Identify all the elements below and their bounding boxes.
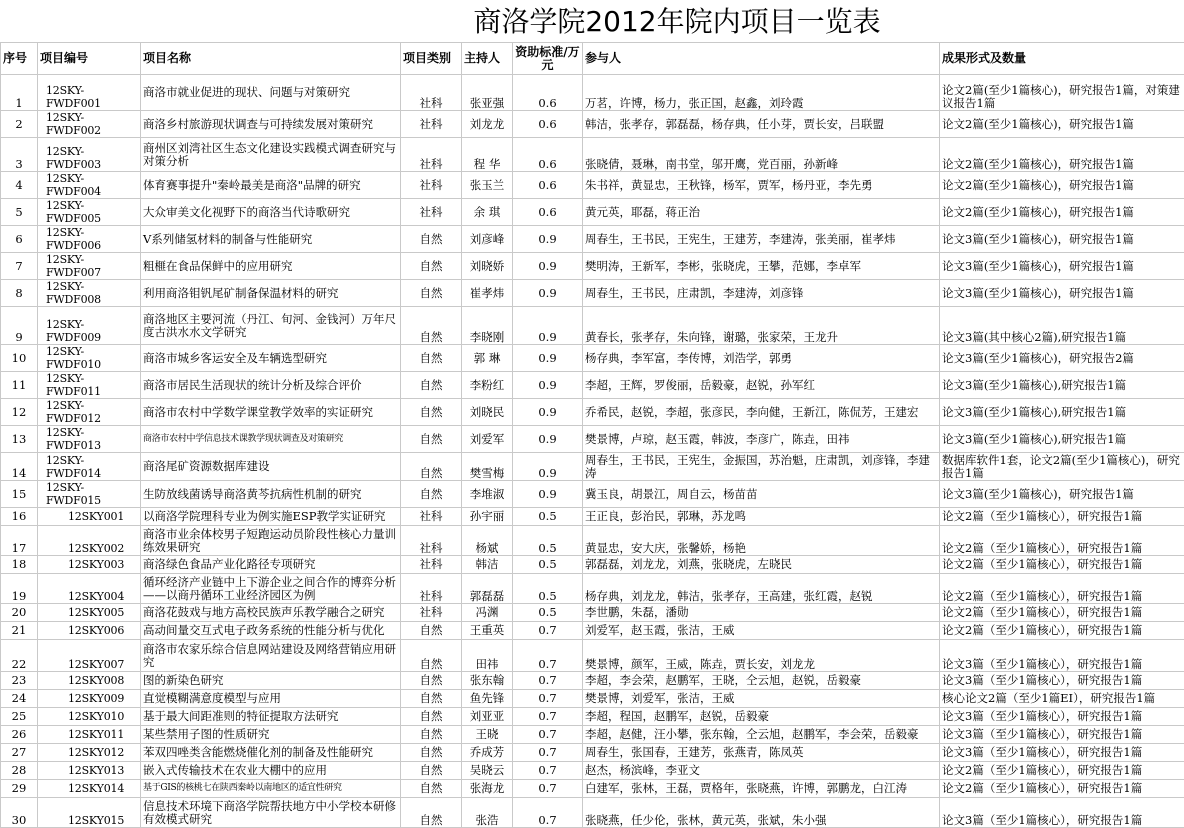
cell-seq: 20: [1, 604, 38, 622]
header-row: [1, 43, 1184, 75]
cell-fund: 0.7: [513, 780, 583, 798]
cell-members: 杨存典，李军富，李传博，刘浩学，郭勇: [583, 345, 940, 372]
header-fund: 资助标准/万元: [513, 43, 583, 75]
cell-host: 程 华: [462, 138, 513, 172]
cell-seq: 19: [1, 574, 38, 604]
cell-type: 自然: [401, 780, 462, 798]
cell-name: 商州区刘湾社区生态文化建设实践模式调查研究与对策分析: [141, 138, 401, 172]
cell-name: 基于GIS的核桃七在陕西秦岭以南地区的适宜性研究: [141, 780, 401, 798]
cell-host: 刘亚亚: [462, 708, 513, 726]
cell-result: 论文2篇（至少1篇核心），研究报告1篇: [940, 762, 1184, 780]
cell-code: 12SKY-FWDF011: [38, 372, 141, 399]
cell-type: 社科: [401, 508, 462, 526]
table-row: [1, 199, 1184, 226]
cell-members: 黄春长，张孝存，朱向锋，谢璐，张家荣，王龙升: [583, 307, 940, 345]
cell-fund: 0.7: [513, 708, 583, 726]
cell-members: 冀玉良，胡景江，周自云，杨苗苗: [583, 481, 940, 508]
page-title: 商洛学院2012年院内项目一览表: [0, 0, 1184, 42]
cell-name: 商洛市业余体校男子短跑运动员阶段性核心力量训练效果研究: [141, 526, 401, 556]
cell-host: 王重英: [462, 622, 513, 640]
cell-members: 李超，李会荣，赵鹏军，王晓，仝云旭，赵锐，岳毅豪: [583, 672, 940, 690]
cell-seq: 6: [1, 226, 38, 253]
cell-seq: 9: [1, 307, 38, 345]
cell-name: 基于最大间距准则的特征提取方法研究: [141, 708, 401, 726]
cell-members: 万茗，许博，杨力，张正国，赵鑫，刘玲霞: [583, 75, 940, 111]
cell-code: 12SKY014: [38, 780, 141, 798]
cell-host: 孙宇丽: [462, 508, 513, 526]
cell-seq: 11: [1, 372, 38, 399]
cell-code: 12SKY-FWDF003: [38, 138, 141, 172]
cell-members: 樊景博，刘爱军，张洁，王威: [583, 690, 940, 708]
cell-code: 12SKY004: [38, 574, 141, 604]
table-row: [1, 672, 1184, 690]
cell-name: 体育赛事提升"秦岭最美是商洛"品牌的研究: [141, 172, 401, 199]
cell-host: 郭磊磊: [462, 574, 513, 604]
cell-members: 李超，程国，赵鹏军，赵锐，岳毅豪: [583, 708, 940, 726]
table-row: [1, 604, 1184, 622]
table-row: [1, 798, 1184, 828]
cell-code: 12SKY-FWDF004: [38, 172, 141, 199]
cell-members: 张晓倩，聂琳，南书堂，邬开鹰，党百丽，孙新峰: [583, 138, 940, 172]
header-name: 项目名称: [141, 43, 401, 75]
cell-seq: 25: [1, 708, 38, 726]
cell-result: 论文2篇（至少1篇核心），研究报告1篇: [940, 574, 1184, 604]
cell-seq: 21: [1, 622, 38, 640]
cell-seq: 18: [1, 556, 38, 574]
cell-host: 张玉兰: [462, 172, 513, 199]
cell-fund: 0.6: [513, 199, 583, 226]
table-row: [1, 307, 1184, 345]
cell-type: 自然: [401, 744, 462, 762]
cell-fund: 0.9: [513, 481, 583, 508]
cell-host: 刘彦峰: [462, 226, 513, 253]
cell-members: 李超，赵健，汪小攀，张东翰，仝云旭，赵鹏军，李会荣，岳毅豪: [583, 726, 940, 744]
table-row: [1, 640, 1184, 672]
cell-name: 商洛花鼓戏与地方高校民族声乐教学融合之研究: [141, 604, 401, 622]
cell-result: 论文3篇(至少1篇核心)，研究报告2篇: [940, 345, 1184, 372]
table-row: [1, 744, 1184, 762]
table-row: [1, 111, 1184, 138]
cell-seq: 10: [1, 345, 38, 372]
cell-result: 论文2篇（至少1篇核心），研究报告1篇: [940, 556, 1184, 574]
cell-type: 社科: [401, 75, 462, 111]
table-row: [1, 172, 1184, 199]
cell-fund: 0.5: [513, 556, 583, 574]
cell-host: 乔成芳: [462, 744, 513, 762]
cell-result: 论文2篇(至少1篇核心)，研究报告1篇: [940, 138, 1184, 172]
cell-fund: 0.7: [513, 762, 583, 780]
cell-seq: 29: [1, 780, 38, 798]
cell-code: 12SKY-FWDF013: [38, 426, 141, 453]
cell-host: 田祎: [462, 640, 513, 672]
cell-type: 社科: [401, 556, 462, 574]
cell-seq: 15: [1, 481, 38, 508]
cell-fund: 0.7: [513, 726, 583, 744]
cell-type: 自然: [401, 399, 462, 426]
cell-seq: 28: [1, 762, 38, 780]
cell-name: 图的新染色研究: [141, 672, 401, 690]
header-type: 项目类别: [401, 43, 462, 75]
table-row: [1, 372, 1184, 399]
cell-type: 社科: [401, 574, 462, 604]
cell-code: 12SKY007: [38, 640, 141, 672]
cell-members: 樊景博，颜军，王威，陈垚，贾长安，刘龙龙: [583, 640, 940, 672]
cell-fund: 0.6: [513, 111, 583, 138]
cell-type: 自然: [401, 453, 462, 481]
cell-seq: 27: [1, 744, 38, 762]
cell-host: 张东翰: [462, 672, 513, 690]
cell-code: 12SKY010: [38, 708, 141, 726]
cell-code: 12SKY008: [38, 672, 141, 690]
cell-fund: 0.9: [513, 345, 583, 372]
cell-host: 刘晓民: [462, 399, 513, 426]
cell-host: 张海龙: [462, 780, 513, 798]
cell-host: 郭 琳: [462, 345, 513, 372]
cell-seq: 7: [1, 253, 38, 280]
cell-members: 朱书祥，黄显忠，王秋锋，杨军，贾军，杨丹亚，李先勇: [583, 172, 940, 199]
cell-result: 论文3篇（至少1篇核心），研究报告1篇: [940, 744, 1184, 762]
table-row: [1, 253, 1184, 280]
table-row: [1, 345, 1184, 372]
cell-name: 生防放线菌诱导商洛黄芩抗病性机制的研究: [141, 481, 401, 508]
cell-host: 冯渊: [462, 604, 513, 622]
cell-type: 社科: [401, 604, 462, 622]
cell-type: 社科: [401, 199, 462, 226]
cell-host: 李晓刚: [462, 307, 513, 345]
cell-type: 自然: [401, 307, 462, 345]
cell-name: 商洛绿色食品产业化路径专项研究: [141, 556, 401, 574]
cell-members: 郭磊磊，刘龙龙，刘燕，张晓虎，左晓民: [583, 556, 940, 574]
cell-code: 12SKY002: [38, 526, 141, 556]
cell-type: 自然: [401, 481, 462, 508]
cell-members: 周春生，张国春，王建芳，张燕青，陈凤英: [583, 744, 940, 762]
cell-name: V系列储氢材料的制备与性能研究: [141, 226, 401, 253]
cell-code: 12SKY005: [38, 604, 141, 622]
cell-name: 苯双四唑类含能燃烧催化剂的制备及性能研究: [141, 744, 401, 762]
cell-fund: 0.7: [513, 640, 583, 672]
cell-result: 论文2篇（至少1篇核心），研究报告1篇: [940, 508, 1184, 526]
cell-fund: 0.7: [513, 672, 583, 690]
cell-type: 自然: [401, 708, 462, 726]
table-row: [1, 453, 1184, 481]
cell-code: 12SKY-FWDF014: [38, 453, 141, 481]
table-row: [1, 690, 1184, 708]
cell-type: 社科: [401, 172, 462, 199]
cell-result: 数据库软件1套，论文2篇(至少1篇核心)，研究报告1篇: [940, 453, 1184, 481]
cell-type: 社科: [401, 111, 462, 138]
cell-code: 12SKY-FWDF012: [38, 399, 141, 426]
cell-result: 论文2篇(至少1篇核心)，研究报告1篇: [940, 172, 1184, 199]
table-row: [1, 708, 1184, 726]
cell-name: 高动间量交互式电子政务系统的性能分析与优化: [141, 622, 401, 640]
cell-seq: 3: [1, 138, 38, 172]
cell-code: 12SKY-FWDF001: [38, 75, 141, 111]
cell-result: 论文3篇（至少1篇核心），研究报告1篇: [940, 726, 1184, 744]
cell-members: 乔希民，赵锐，李超，张彦民，李向健，王新江，陈侃芳，王建宏: [583, 399, 940, 426]
cell-fund: 0.9: [513, 426, 583, 453]
cell-host: 王晓: [462, 726, 513, 744]
cell-result: 论文3篇（至少1篇核心），研究报告1篇: [940, 798, 1184, 828]
cell-host: 余 琪: [462, 199, 513, 226]
cell-result: 核心论文2篇（至少1篇EI），研究报告1篇: [940, 690, 1184, 708]
table-row: [1, 622, 1184, 640]
cell-result: 论文3篇(至少1篇核心)，研究报告1篇: [940, 226, 1184, 253]
cell-code: 12SKY-FWDF007: [38, 253, 141, 280]
cell-type: 自然: [401, 762, 462, 780]
table-row: [1, 280, 1184, 307]
cell-seq: 23: [1, 672, 38, 690]
cell-result: 论文3篇(至少1篇核心)，研究报告1篇: [940, 280, 1184, 307]
cell-fund: 0.7: [513, 744, 583, 762]
cell-result: 论文2篇（至少1篇核心），研究报告1篇: [940, 780, 1184, 798]
cell-host: 张浩: [462, 798, 513, 828]
cell-result: 论文3篇(至少1篇核心),研究报告1篇: [940, 372, 1184, 399]
cell-result: 论文2篇(至少1篇核心)，研究报告1篇，对策建议报告1篇: [940, 75, 1184, 111]
cell-code: 12SKY-FWDF002: [38, 111, 141, 138]
cell-code: 12SKY011: [38, 726, 141, 744]
cell-name: 循环经济产业链中上下游企业之间合作的博弈分析——以商丹循环工业经济园区为例: [141, 574, 401, 604]
cell-seq: 17: [1, 526, 38, 556]
cell-fund: 0.5: [513, 574, 583, 604]
cell-members: 赵杰，杨滨峰，李亚文: [583, 762, 940, 780]
header-code: 项目编号: [38, 43, 141, 75]
cell-fund: 0.7: [513, 622, 583, 640]
table-row: [1, 481, 1184, 508]
cell-seq: 13: [1, 426, 38, 453]
cell-code: 12SKY001: [38, 508, 141, 526]
cell-type: 自然: [401, 280, 462, 307]
cell-code: 12SKY009: [38, 690, 141, 708]
cell-type: 自然: [401, 372, 462, 399]
cell-members: 周春生，王书民，王宪生，王建芳，李建涛，张美丽，崔孝炜: [583, 226, 940, 253]
cell-seq: 22: [1, 640, 38, 672]
cell-host: 刘爱军: [462, 426, 513, 453]
cell-members: 黄元英，耶磊，蒋正治: [583, 199, 940, 226]
cell-result: 论文2篇（至少1篇核心），研究报告1篇: [940, 622, 1184, 640]
cell-host: 崔孝炜: [462, 280, 513, 307]
table-row: [1, 426, 1184, 453]
cell-code: 12SKY015: [38, 798, 141, 828]
cell-host: 韩洁: [462, 556, 513, 574]
cell-host: 鱼先锋: [462, 690, 513, 708]
cell-code: 12SKY012: [38, 744, 141, 762]
cell-fund: 0.9: [513, 280, 583, 307]
cell-code: 12SKY-FWDF006: [38, 226, 141, 253]
cell-name: 商洛市居民生活现状的统计分析及综合评价: [141, 372, 401, 399]
cell-host: 李堆淑: [462, 481, 513, 508]
cell-name: 嵌入式传输技术在农业大棚中的应用: [141, 762, 401, 780]
cell-seq: 5: [1, 199, 38, 226]
cell-members: 李超，王辉，罗俊丽，岳毅豪，赵锐，孙军红: [583, 372, 940, 399]
cell-seq: 26: [1, 726, 38, 744]
cell-result: 论文3篇(至少1篇核心)，研究报告1篇: [940, 253, 1184, 280]
cell-result: 论文3篇（至少1篇核心），研究报告1篇: [940, 672, 1184, 690]
cell-host: 张亚强: [462, 75, 513, 111]
cell-members: 李世鹏，朱磊，潘勋: [583, 604, 940, 622]
cell-result: 论文2篇(至少1篇核心)，研究报告1篇: [940, 111, 1184, 138]
table-row: [1, 226, 1184, 253]
cell-type: 自然: [401, 672, 462, 690]
cell-fund: 0.6: [513, 75, 583, 111]
cell-result: 论文3篇(至少1篇核心)，研究报告1篇: [940, 481, 1184, 508]
cell-name: 以商洛学院理科专业为例实施ESP教学实证研究: [141, 508, 401, 526]
cell-name: 商洛市农村中学信息技术课教学现状调查及对策研究: [141, 426, 401, 453]
cell-type: 自然: [401, 798, 462, 828]
cell-code: 12SKY003: [38, 556, 141, 574]
cell-members: 王正良，彭治民，郭琳，苏龙鸣: [583, 508, 940, 526]
cell-name: 商洛乡村旅游现状调查与可持续发展对策研究: [141, 111, 401, 138]
cell-result: 论文3篇(至少1篇核心),研究报告1篇: [940, 399, 1184, 426]
cell-fund: 0.5: [513, 526, 583, 556]
cell-result: 论文2篇（至少1篇核心），研究报告1篇: [940, 604, 1184, 622]
cell-host: 樊雪梅: [462, 453, 513, 481]
cell-name: 商洛市农家乐综合信息网站建设及网络营销应用研究: [141, 640, 401, 672]
cell-members: 樊景博，卢琼，赵玉霞，韩波，李彦广，陈垚，田祎: [583, 426, 940, 453]
table-row: [1, 780, 1184, 798]
cell-fund: 0.6: [513, 172, 583, 199]
cell-fund: 0.7: [513, 798, 583, 828]
header-seq: 序号: [1, 43, 38, 75]
cell-name: 商洛尾矿资源数据库建设: [141, 453, 401, 481]
cell-name: 商洛地区主要河流（丹江、旬河、金钱河）万年尺度古洪水水文学研究: [141, 307, 401, 345]
cell-name: 商洛市就业促进的现状、问题与对策研究: [141, 75, 401, 111]
table-row: [1, 762, 1184, 780]
cell-members: 刘爱军，赵玉霞，张洁，王威: [583, 622, 940, 640]
cell-code: 12SKY006: [38, 622, 141, 640]
cell-name: 粗榧在食品保鲜中的应用研究: [141, 253, 401, 280]
cell-result: 论文3篇(至少1篇核心),研究报告1篇: [940, 426, 1184, 453]
cell-fund: 0.5: [513, 508, 583, 526]
cell-type: 自然: [401, 226, 462, 253]
table-row: [1, 399, 1184, 426]
cell-name: 利用商洛钼钒尾矿制备保温材料的研究: [141, 280, 401, 307]
table-row: [1, 556, 1184, 574]
cell-members: 韩洁，张孝存，郭磊磊，杨存典，任小芽，贾长安，吕联盟: [583, 111, 940, 138]
cell-fund: 0.9: [513, 399, 583, 426]
cell-type: 自然: [401, 690, 462, 708]
cell-fund: 0.9: [513, 253, 583, 280]
project-table: [0, 42, 1184, 828]
cell-result: 论文2篇（至少1篇核心），研究报告1篇: [940, 526, 1184, 556]
header-host: 主持人: [462, 43, 513, 75]
cell-name: 商洛市农村中学数学课堂教学效率的实证研究: [141, 399, 401, 426]
cell-seq: 8: [1, 280, 38, 307]
cell-fund: 0.6: [513, 138, 583, 172]
cell-members: 白建军，张林，王磊，贾格年，张晓燕，许博，郭鹏龙，白江涛: [583, 780, 940, 798]
cell-result: 论文3篇（至少1篇核心），研究报告1篇: [940, 640, 1184, 672]
cell-code: 12SKY-FWDF008: [38, 280, 141, 307]
table-row: [1, 574, 1184, 604]
cell-name: 大众审美文化视野下的商洛当代诗歌研究: [141, 199, 401, 226]
cell-code: 12SKY-FWDF009: [38, 307, 141, 345]
cell-seq: 30: [1, 798, 38, 828]
cell-seq: 16: [1, 508, 38, 526]
cell-type: 社科: [401, 138, 462, 172]
table-row: [1, 75, 1184, 111]
table-row: [1, 508, 1184, 526]
table-row: [1, 726, 1184, 744]
table-row: [1, 526, 1184, 556]
header-result: 成果形式及数量: [940, 43, 1184, 75]
cell-result: 论文3篇(其中核心2篇),研究报告1篇: [940, 307, 1184, 345]
cell-members: 樊明涛，王新军，李彬，张晓虎，王攀，范娜，李卓军: [583, 253, 940, 280]
cell-type: 社科: [401, 526, 462, 556]
cell-members: 黄显忠，安大庆，张馨娇，杨艳: [583, 526, 940, 556]
cell-fund: 0.9: [513, 372, 583, 399]
cell-type: 自然: [401, 640, 462, 672]
cell-members: 张晓燕，任少伦，张林，黄元英，张斌，朱小强: [583, 798, 940, 828]
cell-seq: 24: [1, 690, 38, 708]
cell-name: 某些禁用子图的性质研究: [141, 726, 401, 744]
cell-name: 直觉模糊满意度模型与应用: [141, 690, 401, 708]
cell-host: 李粉红: [462, 372, 513, 399]
cell-code: 12SKY-FWDF015: [38, 481, 141, 508]
cell-seq: 2: [1, 111, 38, 138]
cell-host: 吴晓云: [462, 762, 513, 780]
cell-result: 论文2篇(至少1篇核心)，研究报告1篇: [940, 199, 1184, 226]
cell-fund: 0.9: [513, 307, 583, 345]
cell-host: 刘晓娇: [462, 253, 513, 280]
cell-type: 自然: [401, 345, 462, 372]
cell-fund: 0.9: [513, 226, 583, 253]
cell-seq: 12: [1, 399, 38, 426]
cell-seq: 4: [1, 172, 38, 199]
cell-host: 杨斌: [462, 526, 513, 556]
cell-seq: 14: [1, 453, 38, 481]
cell-name: 商洛市城乡客运安全及车辆选型研究: [141, 345, 401, 372]
cell-fund: 0.7: [513, 690, 583, 708]
cell-members: 杨存典，刘龙龙，韩洁，张孝存，王高建，张红霞，赵锐: [583, 574, 940, 604]
cell-members: 周春生，王书民，王宪生，金振国，苏治魁，庄肃凯，刘彦锋，李建涛: [583, 453, 940, 481]
cell-type: 自然: [401, 426, 462, 453]
cell-fund: 0.9: [513, 453, 583, 481]
cell-type: 自然: [401, 253, 462, 280]
cell-code: 12SKY-FWDF005: [38, 199, 141, 226]
table-row: [1, 138, 1184, 172]
cell-code: 12SKY-FWDF010: [38, 345, 141, 372]
cell-result: 论文3篇（至少1篇核心），研究报告1篇: [940, 708, 1184, 726]
cell-name: 信息技术环境下商洛学院帮扶地方中小学校本研修有效模式研究: [141, 798, 401, 828]
cell-seq: 1: [1, 75, 38, 111]
header-members: 参与人: [583, 43, 940, 75]
cell-host: 刘龙龙: [462, 111, 513, 138]
cell-fund: 0.5: [513, 604, 583, 622]
cell-members: 周春生，王书民，庄肃凯，李建涛，刘彦锋: [583, 280, 940, 307]
cell-code: 12SKY013: [38, 762, 141, 780]
cell-type: 自然: [401, 726, 462, 744]
cell-type: 自然: [401, 622, 462, 640]
